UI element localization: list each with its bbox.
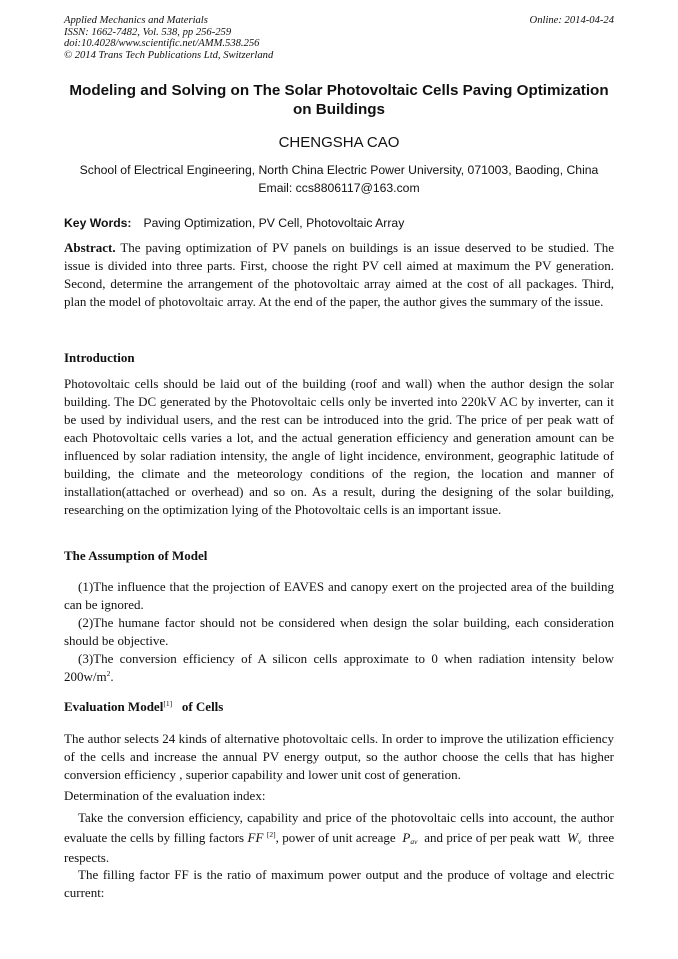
abstract-label: Abstract.	[64, 240, 116, 255]
introduction-text: Photovoltaic cells should be laid out of the building (roof and wall) when the author design the solar building. The DC generated by the Photovoltaic cells only be inverted into 220kV AC by inverter, can it be used by individual users, and the rest can be introduced into the grid. The price of per peak watt of each Photovoltaic cells varies a lot, and the actual generation efficiency and generation amount can be influenced by solar radiation intensity, the angle of light incidence, environment, geographic latitude of building, the climate and the meteorology conditions of the region, the location and manner of installation(attached or overhead) and so on. As a result, during the designing of the solar building, researching on the optimization lying of the Photovoltaic cells is an important issue.	[64, 376, 614, 517]
evaluation-heading-start: Evaluation Model	[64, 699, 164, 714]
assumption-item-3	[64, 650, 614, 686]
ff-symbol: FF	[247, 830, 264, 845]
evaluation-para-1: The author selects 24 kinds of alternative photovoltaic cells. In order to improve the utilization efficiency of the cells and increase the annual PV energy output, so the author choose the cells that has higher conversion efficiency , superior capability and lower unit cost of generation.	[64, 731, 614, 782]
copyright-line: © 2014 Trans Tech Publications Ltd, Switzerland	[64, 49, 274, 61]
assumption-item-2: (2)The humane factor should not be considered when design the solar building, each consideration should be objective.	[64, 615, 614, 648]
affiliation-block	[30, 161, 648, 197]
keywords-label: Key Words:	[64, 216, 132, 230]
introduction-heading: Introduction	[64, 350, 135, 365]
email: Email: ccs8806117@163.com	[258, 181, 420, 195]
evaluation-heading-ref: [1]	[163, 699, 173, 708]
evaluation-heading	[64, 698, 223, 716]
para3-text-d: three respects.	[64, 830, 615, 865]
evaluation-heading-end: of Cells	[181, 699, 224, 714]
paper-title: Modeling and Solving on The Solar Photovoltaic Cells Paving Optimization on Buildings	[69, 82, 609, 118]
assumption-item-3-sup: 2	[106, 669, 111, 678]
p-av-symbol: P	[402, 830, 411, 845]
assumption-list	[64, 578, 614, 686]
evaluation-para-4: The filling factor FF is the ratio of maximum power output and the produce of voltage and electric current:	[64, 867, 614, 900]
assumption-item-1: (1)The influence that the projection of EAVES and canopy exert on the projected area of the building can be ignored.	[64, 579, 614, 612]
w-v-symbol: W	[567, 830, 578, 845]
assumption-heading: The Assumption of Model	[64, 548, 208, 563]
assumption-item-3-text: (3)The conversion efficiency of A silicon cells approximate to 0 when radiation intensity below 200w/m	[64, 651, 614, 684]
journal-name: Applied Mechanics and Materials	[64, 15, 208, 26]
assumption-item-3-end: .	[110, 669, 114, 684]
para3-ref: [2]	[266, 830, 276, 839]
doi-line: doi:10.4028/www.scientific.net/AMM.538.256	[64, 38, 260, 50]
online-date: Online: 2014-04-24	[529, 15, 614, 26]
keywords-line	[64, 215, 614, 231]
evaluation-para-3	[64, 808, 614, 868]
journal-meta	[64, 15, 273, 61]
issn-line: ISSN: 1662-7482, Vol. 538, pp 256-259	[64, 26, 232, 38]
keywords-text: Paving Optimization, PV Cell, Photovoltaic Array	[143, 216, 405, 230]
para3-text-a: Take the conversion efficiency, capability and price of the photovoltaic cells into account, the author evaluate the cells by filling factors	[64, 810, 614, 845]
para3-text-c: and price of per peak watt	[424, 830, 561, 845]
w-v-sub: v	[577, 837, 582, 846]
affiliation: School of Electrical Engineering, North China Electric Power University, 071003, Baoding, China	[79, 163, 599, 177]
para3-text-b: , power of unit acreage	[275, 830, 396, 845]
author-name: CHENGSHA CAO	[278, 134, 400, 151]
p-av-sub: av	[410, 837, 418, 846]
abstract	[64, 239, 614, 311]
evaluation-para-2: Determination of the evaluation index:	[64, 788, 266, 803]
abstract-text: The paving optimization of PV panels on buildings is an issue deserved to be studied. The issue is divided into three parts. First, choose the right PV cell aimed at maximum the PV generation. Second, determine the arrangement of the photovoltaic array aimed at the cost of all packages. Third, plan the model of photovoltaic array. At the end of the paper, the author gives the summary of the issue.	[64, 240, 615, 309]
